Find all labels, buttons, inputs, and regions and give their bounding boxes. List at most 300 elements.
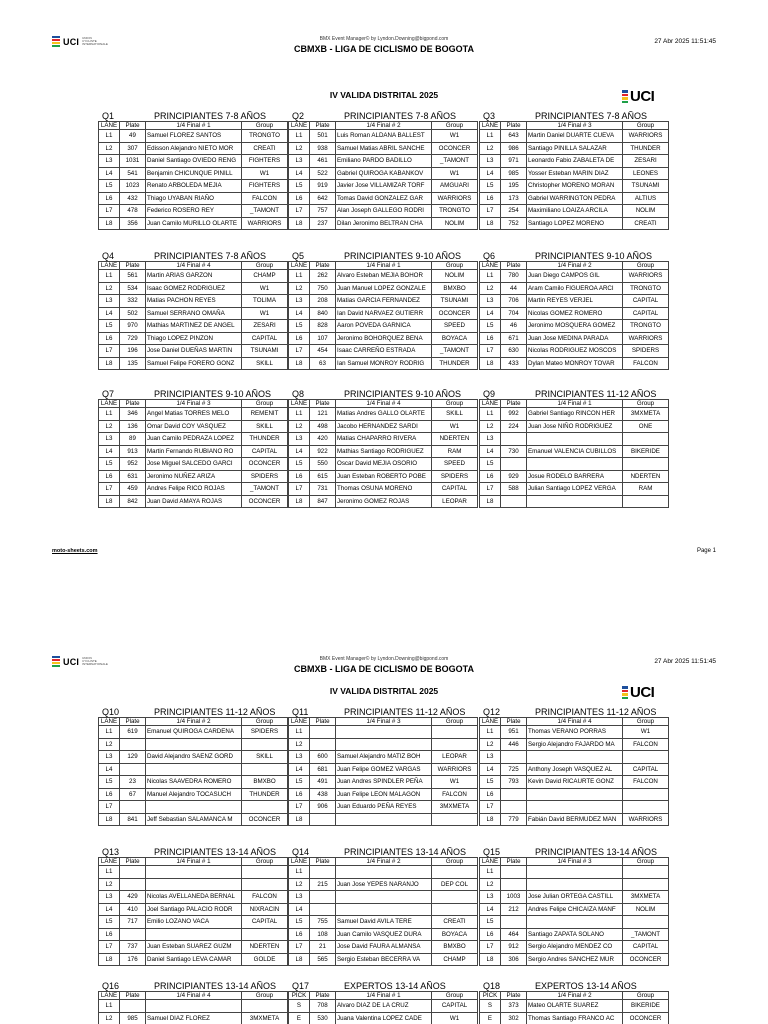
lane-cell: L2 [480,420,501,433]
table-row [480,928,669,941]
group-cell: LEOPAR [432,495,478,508]
group-cell: OCONCER [242,813,288,826]
lane-cell: L6 [480,928,501,941]
final-header: 1/4 Final # 3 [527,122,623,130]
group-cell: W1 [242,167,288,180]
heat-category: PRINCIPIANTES 13-14 AÑOS [154,981,277,991]
software-credit: BMX Event Manager© by Lyndon.Downing@bigpond.com [319,36,449,42]
group-cell: OCONCER [242,495,288,508]
lane-cell: L1 [480,866,501,879]
plate-cell [120,801,146,814]
lane-cell: S [480,1000,501,1013]
plate-cell: 912 [501,941,527,954]
heat-table [288,717,478,826]
rider-name-cell: Juan Eduardo PEÑA REYES [336,801,432,814]
group-cell: TRONGTO [623,320,669,333]
lane-cell: L2 [289,142,310,155]
plate-cell: 952 [120,458,146,471]
plate-header: Plate [120,858,146,866]
heat-q16 [98,980,287,1024]
table-row [99,953,288,966]
plate-cell: 757 [310,205,336,218]
plate-cell: 643 [501,130,527,143]
plate-header: Plate [120,262,146,270]
group-cell: OCONCER [432,142,478,155]
lane-cell: L6 [99,192,120,205]
footer-website: moto-sheets.com [52,548,98,554]
table-row [480,1012,669,1024]
lane-cell: L5 [480,916,501,929]
rider-name-cell: Matias GARCIA FERNANDEZ [336,295,432,308]
group-cell: BIKERIDE [623,1000,669,1013]
lane-header: LANE [480,400,501,408]
rider-name-cell: Omar David COY VASQUEZ [146,420,242,433]
rider-name-cell: Samuel Alejandro MATIZ BOH [336,751,432,764]
group-cell [242,866,288,879]
rider-name-cell: Juan Andres SPINDLER PEÑA [336,776,432,789]
heat-table [288,121,478,230]
group-cell: FALCON [242,192,288,205]
lane-cell: L6 [289,788,310,801]
group-cell [623,916,669,929]
group-cell: CREATI [623,217,669,230]
group-cell [242,801,288,814]
plate-header: Plate [501,262,527,270]
rider-name-cell: Juan Esteban ROBERTO POBE [336,470,432,483]
table-row [289,776,478,789]
group-cell [432,738,478,751]
rider-name-cell: Andres Felipe CHICAIZA MANF [527,903,623,916]
table-row [99,217,288,230]
group-cell: ONE [623,420,669,433]
heat-table [98,399,288,508]
final-header: 1/4 Final # 1 [146,858,242,866]
lane-cell: L8 [480,953,501,966]
plate-cell: 550 [310,458,336,471]
table-row [480,891,669,904]
plate-cell: 600 [310,751,336,764]
rider-name-cell [527,458,623,471]
rider-name-cell: Aaron POVEDA GARNICA [336,320,432,333]
rider-name-cell: Samuel David AVILA TERE [336,916,432,929]
lane-header: LANE [289,122,310,130]
lane-cell: L4 [289,307,310,320]
heat-header [479,250,668,261]
heat-table [479,717,669,826]
plate-cell: 461 [310,155,336,168]
group-cell: WARRIORS [623,332,669,345]
table-row [289,738,478,751]
heat-header [288,706,477,717]
table-row [289,445,478,458]
group-cell: W1 [623,726,669,739]
rider-name-cell: Anthony Joseph VASQUEZ AL [527,763,623,776]
table-row [99,470,288,483]
uci-logo-tagline: UNION CYCLISTE INTERNATIONALE [82,656,108,666]
table-row [99,282,288,295]
plate-cell: 63 [310,357,336,370]
plate-cell: 706 [501,295,527,308]
table-row [480,180,669,193]
heat-header [98,250,287,261]
group-cell: FIGHTERS [242,155,288,168]
rider-name-cell: Josue RODELO BARRERA [527,470,623,483]
lane-cell: L7 [480,941,501,954]
plate-cell [501,878,527,891]
rider-name-cell: Emanuel VALENCIA CUBILLOS [527,445,623,458]
plate-cell: 224 [501,420,527,433]
plate-cell [120,878,146,891]
rider-name-cell: Juan Camilo PEDRAZA LOPEZ [146,433,242,446]
lane-cell: L6 [99,928,120,941]
group-cell [242,928,288,941]
group-cell: W1 [432,776,478,789]
plate-cell: 121 [310,408,336,421]
lane-cell: L8 [480,217,501,230]
group-header: Group [623,122,669,130]
rider-name-cell [336,738,432,751]
table-row [480,495,669,508]
rider-name-cell: Juana Valentina LOPEZ CADE [336,1012,432,1024]
table-row [480,726,669,739]
group-cell: NOLIM [432,217,478,230]
table-row [480,801,669,814]
rider-name-cell: Matias PACHON REYES [146,295,242,308]
rider-name-cell: Juan Felipe GOMEZ VARGAS [336,763,432,776]
table-row [289,217,478,230]
plate-cell: 478 [120,205,146,218]
rider-name-cell: Martin Daniel DUARTE CUEVA [527,130,623,143]
lane-cell: L7 [480,205,501,218]
group-cell: REMENIT [242,408,288,421]
group-cell: CREATI [242,142,288,155]
lane-cell: L3 [99,891,120,904]
rider-name-cell: Alvaro DIAZ DE LA CRUZ [336,1000,432,1013]
lane-cell: L8 [99,217,120,230]
table-row [480,282,669,295]
rider-name-cell: Sergio Alejandro FAJARDO MA [527,738,623,751]
table-row [99,408,288,421]
table-row [289,205,478,218]
plate-cell [501,916,527,929]
lane-cell: L7 [480,345,501,358]
heat-table [98,717,288,826]
table-row [289,345,478,358]
plate-cell: 731 [310,483,336,496]
rider-name-cell: Juan Esteban SUAREZ GUZM [146,941,242,954]
heat-table [288,261,478,370]
table-row [99,445,288,458]
group-cell: CAPITAL [623,295,669,308]
heat-q13 [98,846,287,966]
plate-cell [120,1000,146,1013]
lane-cell: L7 [289,483,310,496]
group-cell: W1 [242,307,288,320]
plate-cell: 196 [120,345,146,358]
group-cell: WARRIORS [242,217,288,230]
rider-name-cell: Thomas VERANO PORRAS [527,726,623,739]
plate-cell [501,801,527,814]
rider-name-cell [527,878,623,891]
lane-header: LANE [99,262,120,270]
lane-cell: L8 [480,357,501,370]
table-row [289,763,478,776]
plate-cell: 215 [310,878,336,891]
heat-category: PRINCIPIANTES 9-10 AÑOS [344,251,462,261]
rider-name-cell [527,916,623,929]
heat-header [98,706,287,717]
plate-cell: 737 [120,941,146,954]
lane-cell: L4 [99,445,120,458]
heat-code: Q10 [102,707,120,717]
plate-cell: 237 [310,217,336,230]
heat-table [288,857,478,966]
heat-category: PRINCIPIANTES 9-10 AÑOS [535,251,653,261]
group-header: Group [623,400,669,408]
group-header: Group [623,262,669,270]
table-row [480,763,669,776]
lane-cell: L8 [480,813,501,826]
group-cell: OCONCER [623,1012,669,1024]
plate-cell: 729 [120,332,146,345]
group-cell: SPIDERS [623,345,669,358]
group-cell: OCONCER [242,458,288,471]
table-row [480,788,669,801]
group-header: Group [242,122,288,130]
lane-cell: L8 [289,357,310,370]
group-cell: WARRIORS [623,270,669,283]
group-header: Group [432,262,478,270]
table-row [289,295,478,308]
rider-name-cell [146,738,242,751]
lane-cell: L4 [480,763,501,776]
rider-name-cell: Sergio Andres SANCHEZ MUR [527,953,623,966]
table-row [289,788,478,801]
plate-cell [501,433,527,446]
plate-cell: 502 [120,307,146,320]
lane-cell: L8 [99,495,120,508]
lane-cell: L3 [480,155,501,168]
group-cell: CREATI [432,916,478,929]
table-row [99,776,288,789]
table-row [480,941,669,954]
rider-name-cell: Federico ROSERO REY [146,205,242,218]
table-row [99,1000,288,1013]
group-cell: THUNDER [432,357,478,370]
group-cell [623,751,669,764]
table-row [99,1012,288,1024]
rider-name-cell [336,866,432,879]
rider-name-cell: Samuel SERRANO OMAÑA [146,307,242,320]
plate-cell: 173 [501,192,527,205]
plate-cell: 755 [310,916,336,929]
plate-cell: 522 [310,167,336,180]
group-cell: W1 [242,282,288,295]
table-row [289,813,478,826]
rider-name-cell [336,726,432,739]
group-cell: _TAMONT [432,345,478,358]
heat-q17 [288,980,477,1024]
lane-cell: L1 [480,270,501,283]
lane-header: LANE [99,400,120,408]
plate-cell: 752 [501,217,527,230]
rider-name-cell: Manuel Alejandro TOCASUCH [146,788,242,801]
group-cell: THUNDER [242,788,288,801]
group-cell: AMGUARI [432,180,478,193]
final-header: 1/4 Final # 1 [336,262,432,270]
lane-cell: L7 [289,345,310,358]
plate-cell [120,738,146,751]
heat-q7 [98,388,287,508]
lane-cell: L3 [289,751,310,764]
rider-name-cell: Juan Jose NIÑO RODRIGUEZ [527,420,623,433]
rider-name-cell: Javier Jose VILLAMIZAR TORF [336,180,432,193]
plate-cell: 929 [501,470,527,483]
heat-table [98,991,288,1024]
heat-q11 [288,706,477,826]
heat-code: Q13 [102,847,120,857]
plate-cell: 840 [310,307,336,320]
table-row [289,726,478,739]
rider-name-cell: Mateo OLARTE SUAREZ [527,1000,623,1013]
plate-cell: 302 [501,1012,527,1024]
plate-cell: 750 [310,282,336,295]
rider-name-cell [527,866,623,879]
lane-cell: L4 [99,167,120,180]
rider-name-cell: Christopher MORENO MORAN [527,180,623,193]
group-cell: WARRIORS [623,813,669,826]
table-row [480,916,669,929]
group-cell: TRONGTO [623,282,669,295]
lane-header: LANE [480,718,501,726]
plate-cell: 464 [501,928,527,941]
group-cell: _TAMONT [623,928,669,941]
group-cell: FALCON [623,357,669,370]
heat-category: PRINCIPIANTES 7-8 AÑOS [344,111,457,121]
group-header: Group [432,858,478,866]
group-cell: RAM [432,445,478,458]
rider-name-cell [146,763,242,776]
lane-cell: L4 [99,307,120,320]
plate-cell: 704 [501,307,527,320]
heat-q9 [479,388,668,508]
plate-cell: 208 [310,295,336,308]
group-cell: FALCON [242,891,288,904]
lane-cell: L7 [289,801,310,814]
table-row [289,320,478,333]
plate-cell [501,495,527,508]
group-cell: CAPITAL [623,307,669,320]
rider-name-cell [527,801,623,814]
plate-cell [501,866,527,879]
plate-cell: 176 [120,953,146,966]
lane-cell: L3 [480,891,501,904]
plate-cell: 23 [120,776,146,789]
group-cell [432,891,478,904]
rider-name-cell: Nicolas AVELLANEDA BERNAL [146,891,242,904]
table-row [99,130,288,143]
group-cell [623,801,669,814]
lane-cell: L2 [289,878,310,891]
table-row [480,345,669,358]
group-cell: DEP COL [432,878,478,891]
rider-name-cell: Jeronimo GOMEZ ROJAS [336,495,432,508]
plate-cell: 986 [501,142,527,155]
lane-cell: L3 [480,433,501,446]
table-row [480,738,669,751]
heat-code: Q11 [292,707,309,717]
group-header: Group [623,718,669,726]
rider-name-cell [336,891,432,904]
table-row [99,307,288,320]
heat-header [98,388,287,399]
lane-cell: L4 [480,167,501,180]
plate-cell [310,813,336,826]
table-row [99,458,288,471]
lane-cell: L2 [99,878,120,891]
plate-cell: 842 [120,495,146,508]
lane-cell: L8 [99,813,120,826]
group-cell: FALCON [623,738,669,751]
lane-cell: L4 [480,445,501,458]
plate-cell: 561 [120,270,146,283]
lane-header: LANE [289,400,310,408]
table-row [289,941,478,954]
plate-cell: 725 [501,763,527,776]
lane-cell: L3 [99,433,120,446]
table-row [480,433,669,446]
heat-category: PRINCIPIANTES 13-14 AÑOS [535,847,658,857]
lane-cell: L1 [289,408,310,421]
rider-name-cell: Jeff Sebastian SALAMANCA M [146,813,242,826]
lane-header: LANE [99,718,120,726]
table-row [289,433,478,446]
plate-cell: 671 [501,332,527,345]
plate-cell: 619 [120,726,146,739]
rider-name-cell: Emiliano PARDO BADILLO [336,155,432,168]
rider-name-cell: Alvaro Esteban MEJIA BOHOR [336,270,432,283]
plate-cell: 913 [120,445,146,458]
rider-name-cell: Samuel Matias ABRIL SANCHE [336,142,432,155]
group-cell: BOYACA [432,928,478,941]
plate-cell: 992 [501,408,527,421]
group-cell [623,866,669,879]
group-cell [432,813,478,826]
heat-table [98,857,288,966]
group-cell: TRONGTO [432,205,478,218]
final-header: 1/4 Final # 2 [527,992,623,1000]
rider-name-cell: Juan Camilo VASQUEZ DURA [336,928,432,941]
rider-name-cell [336,903,432,916]
uci-event-logo-text: UCI [630,684,655,701]
plate-cell [310,866,336,879]
table-row [99,891,288,904]
plate-cell: 708 [310,1000,336,1013]
uci-logo-text: UCI [63,36,80,47]
lane-cell: L6 [289,192,310,205]
plate-cell: 89 [120,433,146,446]
plate-cell: 1023 [120,180,146,193]
table-row [289,751,478,764]
lane-cell: L1 [289,130,310,143]
plate-cell: 534 [120,282,146,295]
heat-code: Q5 [292,251,305,261]
table-row [480,813,669,826]
heat-table [479,399,669,508]
lane-cell: L8 [289,813,310,826]
heat-header [288,388,477,399]
heat-q6 [479,250,668,370]
